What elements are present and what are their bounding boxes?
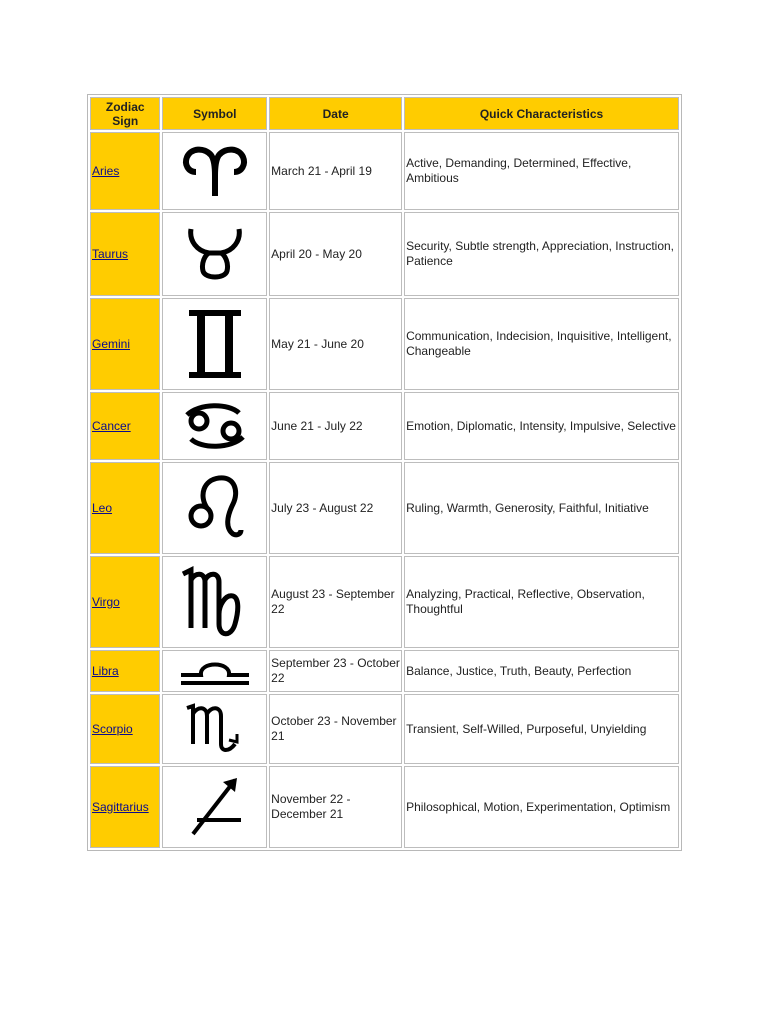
cancer-glyph-icon [179, 397, 251, 455]
taurus-glyph-icon [179, 219, 251, 289]
header-row [90, 97, 679, 130]
leo-glyph-icon [179, 468, 251, 548]
sign-link-libra[interactable]: Libra [92, 664, 119, 678]
traits-cell: Active, Demanding, Determined, Effective, Ambitious [404, 132, 679, 210]
date-cell: June 21 - July 22 [269, 392, 402, 460]
symbol-cell [162, 462, 267, 554]
sign-cell [90, 766, 160, 848]
sign-cell [90, 694, 160, 764]
table-row [90, 766, 679, 848]
sagittarius-glyph-icon [179, 772, 251, 842]
date-cell: April 20 - May 20 [269, 212, 402, 296]
traits-cell: Transient, Self-Willed, Purposeful, Unyielding [404, 694, 679, 764]
libra-glyph-icon [179, 653, 251, 689]
sign-cell [90, 556, 160, 648]
symbol-cell [162, 766, 267, 848]
sign-cell [90, 392, 160, 460]
sign-cell [90, 132, 160, 210]
symbol-cell [162, 650, 267, 692]
table-row [90, 132, 679, 210]
traits-cell: Analyzing, Practical, Reflective, Observation, Thoughtful [404, 556, 679, 648]
sign-cell [90, 212, 160, 296]
sign-cell [90, 462, 160, 554]
traits-cell: Philosophical, Motion, Experimentation, Optimism [404, 766, 679, 848]
table-row [90, 462, 679, 554]
table-row [90, 556, 679, 648]
gemini-glyph-icon [179, 304, 251, 384]
traits-cell: Emotion, Diplomatic, Intensity, Impulsive, Selective [404, 392, 679, 460]
symbol-cell [162, 694, 267, 764]
header-date: Date [269, 97, 402, 130]
traits-cell: Balance, Justice, Truth, Beauty, Perfection [404, 650, 679, 692]
date-cell: May 21 - June 20 [269, 298, 402, 390]
table-row [90, 298, 679, 390]
virgo-glyph-icon [179, 562, 251, 642]
header-traits: Quick Characteristics [404, 97, 679, 130]
symbol-cell [162, 298, 267, 390]
header-sign: Zodiac Sign [90, 97, 160, 130]
sign-link-cancer[interactable]: Cancer [92, 419, 131, 433]
sign-cell [90, 298, 160, 390]
table-row [90, 212, 679, 296]
sign-link-leo[interactable]: Leo [92, 501, 113, 515]
sign-link-taurus[interactable]: Taurus [92, 247, 129, 261]
sign-cell [90, 650, 160, 692]
date-cell: March 21 - April 19 [269, 132, 402, 210]
date-cell: September 23 - October 22 [269, 650, 402, 692]
header-symbol: Symbol [162, 97, 267, 130]
sign-link-virgo[interactable]: Virgo [92, 595, 120, 609]
traits-cell: Security, Subtle strength, Appreciation, Instruction, Patience [404, 212, 679, 296]
date-cell: August 23 - September 22 [269, 556, 402, 648]
traits-cell: Ruling, Warmth, Generosity, Faithful, Initiative [404, 462, 679, 554]
date-cell: July 23 - August 22 [269, 462, 402, 554]
sign-link-aries[interactable]: Aries [92, 164, 120, 178]
symbol-cell [162, 212, 267, 296]
table-row [90, 650, 679, 692]
traits-cell: Communication, Indecision, Inquisitive, Intelligent, Changeable [404, 298, 679, 390]
zodiac-table [87, 94, 682, 851]
sign-link-gemini[interactable]: Gemini [92, 337, 131, 351]
sign-link-sagittarius[interactable]: Sagittarius [92, 800, 149, 814]
scorpio-glyph-icon [179, 698, 251, 760]
date-cell: November 22 - December 21 [269, 766, 402, 848]
sign-link-scorpio[interactable]: Scorpio [92, 722, 133, 736]
symbol-cell [162, 132, 267, 210]
table-row [90, 392, 679, 460]
date-cell: October 23 - November 21 [269, 694, 402, 764]
table-row [90, 694, 679, 764]
symbol-cell [162, 556, 267, 648]
aries-glyph-icon [179, 136, 251, 206]
symbol-cell [162, 392, 267, 460]
